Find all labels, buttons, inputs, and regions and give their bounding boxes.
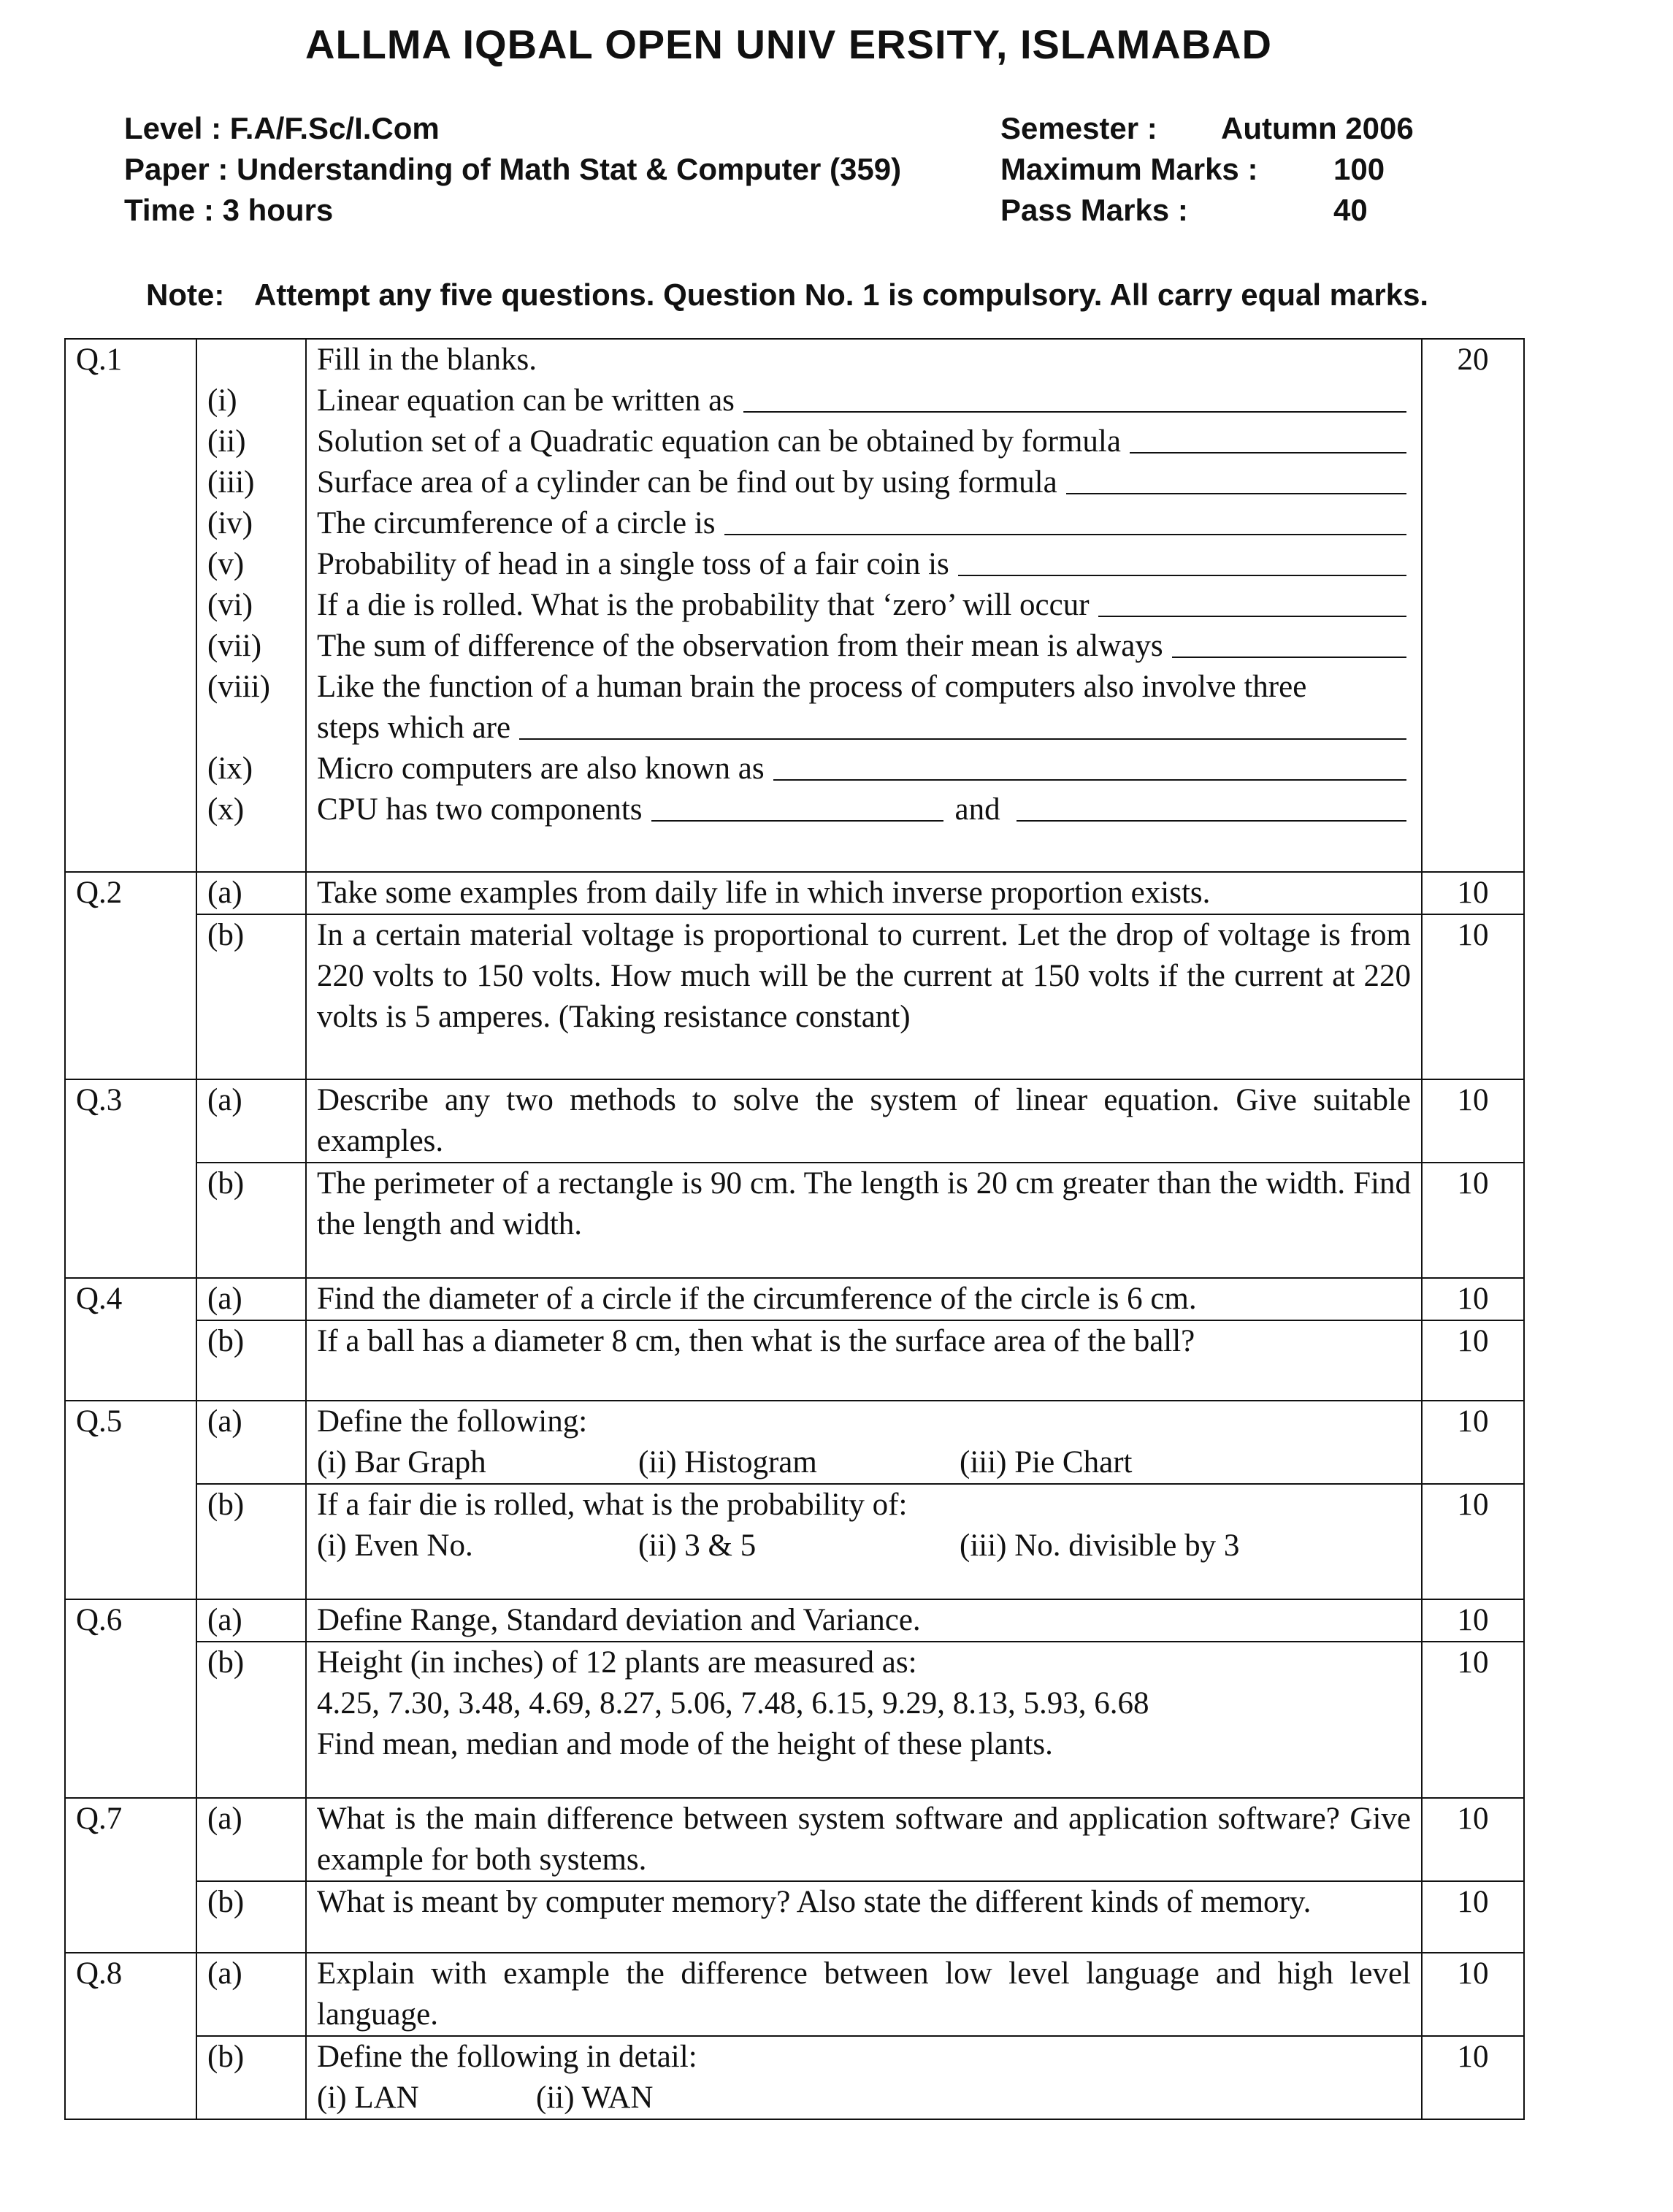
blank-item-text: If a die is rolled. What is the probability that ‘zero’ will occur xyxy=(317,588,1090,622)
options-row xyxy=(317,1442,1411,1483)
part-text: Define the following: xyxy=(317,1404,588,1439)
answer-blank xyxy=(958,575,1406,576)
part-label: (a) xyxy=(196,1278,306,1320)
question-number: Q.6 xyxy=(65,1599,196,1798)
question-row-q2 xyxy=(65,872,1524,914)
item-label: (x) xyxy=(207,792,245,827)
answer-blank xyxy=(1130,452,1406,454)
marks: 10 xyxy=(1422,1599,1524,1642)
part-label: (b) xyxy=(196,1881,306,1953)
marks: 10 xyxy=(1422,1320,1524,1401)
part-label: (a) xyxy=(196,872,306,914)
marks: 10 xyxy=(1422,1798,1524,1881)
marks: 10 xyxy=(1422,2036,1524,2119)
part-label: (b) xyxy=(196,1642,306,1798)
semester-value: Autumn 2006 xyxy=(1221,111,1414,145)
item-label: (ix) xyxy=(207,751,253,786)
item-label: (iv) xyxy=(207,506,253,540)
marks: 10 xyxy=(1422,1484,1524,1599)
answer-blank xyxy=(773,779,1406,781)
option: (iii) No. divisible by 3 xyxy=(960,1528,1240,1563)
part-text: What is meant by computer memory? Also state the different kinds of memory. xyxy=(306,1881,1422,1953)
question-row-q3 xyxy=(65,1079,1524,1163)
marks: 10 xyxy=(1422,1953,1524,2036)
pass-marks-value: 40 xyxy=(1333,193,1368,227)
part-text: The perimeter of a rectangle is 90 cm. The length is 20 cm greater than the width. Find the length and width. xyxy=(306,1163,1422,1278)
max-marks-label: Maximum Marks : xyxy=(1000,152,1258,186)
answer-blank xyxy=(1172,657,1406,658)
blank-item-text: The sum of difference of the observation from their mean is always xyxy=(317,629,1163,663)
part-text: Define Range, Standard deviation and Variance. xyxy=(306,1599,1422,1642)
marks: 10 xyxy=(1422,1278,1524,1320)
question-row-q1 xyxy=(65,339,1524,872)
marks: 10 xyxy=(1422,1163,1524,1278)
question-row-q6 xyxy=(65,1599,1524,1642)
question-row-q3b xyxy=(65,1163,1524,1278)
item-label: (iii) xyxy=(207,465,255,500)
blank-item-text: steps which are xyxy=(317,711,511,745)
part-text: Find the diameter of a circle if the circumference of the circle is 6 cm. xyxy=(306,1278,1422,1320)
question-row-q7 xyxy=(65,1798,1524,1881)
question-row-q2b xyxy=(65,914,1524,1079)
part-label: (b) xyxy=(196,914,306,1079)
blank-item-text: Linear equation can be written as xyxy=(317,383,735,418)
paper-line: Paper : Understanding of Math Stat & Computer (359) xyxy=(124,152,902,186)
answer-blank xyxy=(651,820,943,822)
option: (i) LAN xyxy=(317,2081,419,2115)
q1-items xyxy=(317,340,1411,871)
option: (i) Bar Graph xyxy=(317,1445,486,1480)
blank-item-text: Like the function of a human brain the process of computers also involve three xyxy=(317,670,1307,704)
part-label: (a) xyxy=(196,1599,306,1642)
blank-item-text: Probability of head in a single toss of a fair coin is xyxy=(317,547,949,581)
max-marks-value: 100 xyxy=(1333,152,1385,186)
part-text: Describe any two methods to solve the system of linear equation. Give suitable examples. xyxy=(306,1079,1422,1163)
question-row-q4b xyxy=(65,1320,1524,1401)
part-label: (a) xyxy=(196,1401,306,1484)
question-row-q4 xyxy=(65,1278,1524,1320)
question-number: Q.1 xyxy=(65,339,196,872)
question-number: Q.7 xyxy=(65,1798,196,1953)
question-number: Q.5 xyxy=(65,1401,196,1599)
marks: 10 xyxy=(1422,914,1524,1079)
marks: 10 xyxy=(1422,1642,1524,1798)
part-label: (a) xyxy=(196,1079,306,1163)
part-text: Take some examples from daily life in which inverse proportion exists. xyxy=(306,872,1422,914)
item-label: (viii) xyxy=(207,670,270,704)
part-text: Height (in inches) of 12 plants are measured as: xyxy=(317,1645,917,1680)
note-text: Attempt any five questions. Question No. 1 is compulsory. All carry equal marks. xyxy=(254,278,1429,312)
question-row-q5 xyxy=(65,1401,1524,1484)
part-label: (a) xyxy=(196,1953,306,2036)
part-text: Define the following in detail: xyxy=(317,2040,697,2074)
blank-item-text: The circumference of a circle is xyxy=(317,506,716,540)
item-label: (vi) xyxy=(207,588,253,622)
blank-item-text: Surface area of a cylinder can be find out by using formula xyxy=(317,465,1057,500)
option: (i) Even No. xyxy=(317,1528,473,1563)
part-label: (a) xyxy=(196,1798,306,1881)
q1-heading: Fill in the blanks. xyxy=(317,342,537,377)
question-row-q7b xyxy=(65,1881,1524,1953)
item-label: (ii) xyxy=(207,424,246,459)
and-word: and xyxy=(954,792,1000,827)
options-row xyxy=(317,2078,1411,2119)
question-row-q5b xyxy=(65,1484,1524,1599)
item-label: (v) xyxy=(207,547,245,581)
answer-blank xyxy=(743,411,1406,413)
answer-blank xyxy=(1098,616,1406,617)
marks: 10 xyxy=(1422,872,1524,914)
option: (ii) 3 & 5 xyxy=(638,1528,757,1563)
question-number: Q.8 xyxy=(65,1953,196,2119)
part-label: (b) xyxy=(196,2036,306,2119)
time-line: Time : 3 hours xyxy=(124,193,334,227)
answer-blank xyxy=(519,738,1406,740)
option: (ii) WAN xyxy=(536,2081,654,2115)
answer-blank xyxy=(1066,493,1406,494)
blank-item-text: CPU has two components xyxy=(317,792,643,827)
part-text: If a ball has a diameter 8 cm, then what is the surface area of the ball? xyxy=(306,1320,1422,1401)
question-number: Q.3 xyxy=(65,1079,196,1278)
part-label: (b) xyxy=(196,1163,306,1278)
marks: 10 xyxy=(1422,1079,1524,1163)
question-row-q8b xyxy=(65,2036,1524,2119)
marks: 10 xyxy=(1422,1401,1524,1484)
level-line: Level : F.A/F.Sc/I.Com xyxy=(124,111,440,145)
question-row-q8 xyxy=(65,1953,1524,2036)
q1-labels xyxy=(207,340,295,871)
answer-blank xyxy=(1017,820,1406,822)
part-label: (b) xyxy=(196,1320,306,1401)
question-number: Q.4 xyxy=(65,1278,196,1401)
note xyxy=(146,278,1428,313)
part-text: Explain with example the difference between low level language and high level language. xyxy=(306,1953,1422,2036)
option: (iii) Pie Chart xyxy=(960,1445,1133,1480)
blank-item-text: Solution set of a Quadratic equation can be obtained by formula xyxy=(317,424,1121,459)
item-label: (vii) xyxy=(207,629,262,663)
options-row xyxy=(317,1526,1411,1566)
part-instruction: Find mean, median and mode of the height of these plants. xyxy=(317,1727,1053,1761)
part-text: If a fair die is rolled, what is the probability of: xyxy=(317,1488,908,1522)
marks: 20 xyxy=(1422,339,1524,872)
marks: 10 xyxy=(1422,1881,1524,1953)
university-title: ALLMA IQBAL OPEN UNIV ERSITY, ISLAMABAD xyxy=(305,21,1272,67)
part-text: What is the main difference between system software and application software? Give example for both systems. xyxy=(306,1798,1422,1881)
item-label: (i) xyxy=(207,383,237,418)
option: (ii) Histogram xyxy=(638,1445,817,1480)
part-text: In a certain material voltage is proportional to current. Let the drop of voltage is from 220 volts to 150 volts. How much will be the current at 150 volts if the current at 220 volts is 5 amperes. (Taking resistance constant) xyxy=(306,914,1422,1079)
note-label: Note: xyxy=(146,278,225,312)
pass-marks-label: Pass Marks : xyxy=(1000,193,1188,227)
data-values: 4.25, 7.30, 3.48, 4.69, 8.27, 5.06, 7.48, 6.15, 9.29, 8.13, 5.93, 6.68 xyxy=(317,1686,1149,1721)
question-row-q6b xyxy=(65,1642,1524,1798)
blank-item-text: Micro computers are also known as xyxy=(317,751,765,786)
part-label: (b) xyxy=(196,1484,306,1599)
questions-table xyxy=(64,338,1525,2120)
answer-blank xyxy=(724,534,1406,535)
question-number: Q.2 xyxy=(65,872,196,1079)
semester-label: Semester : xyxy=(1000,111,1157,145)
